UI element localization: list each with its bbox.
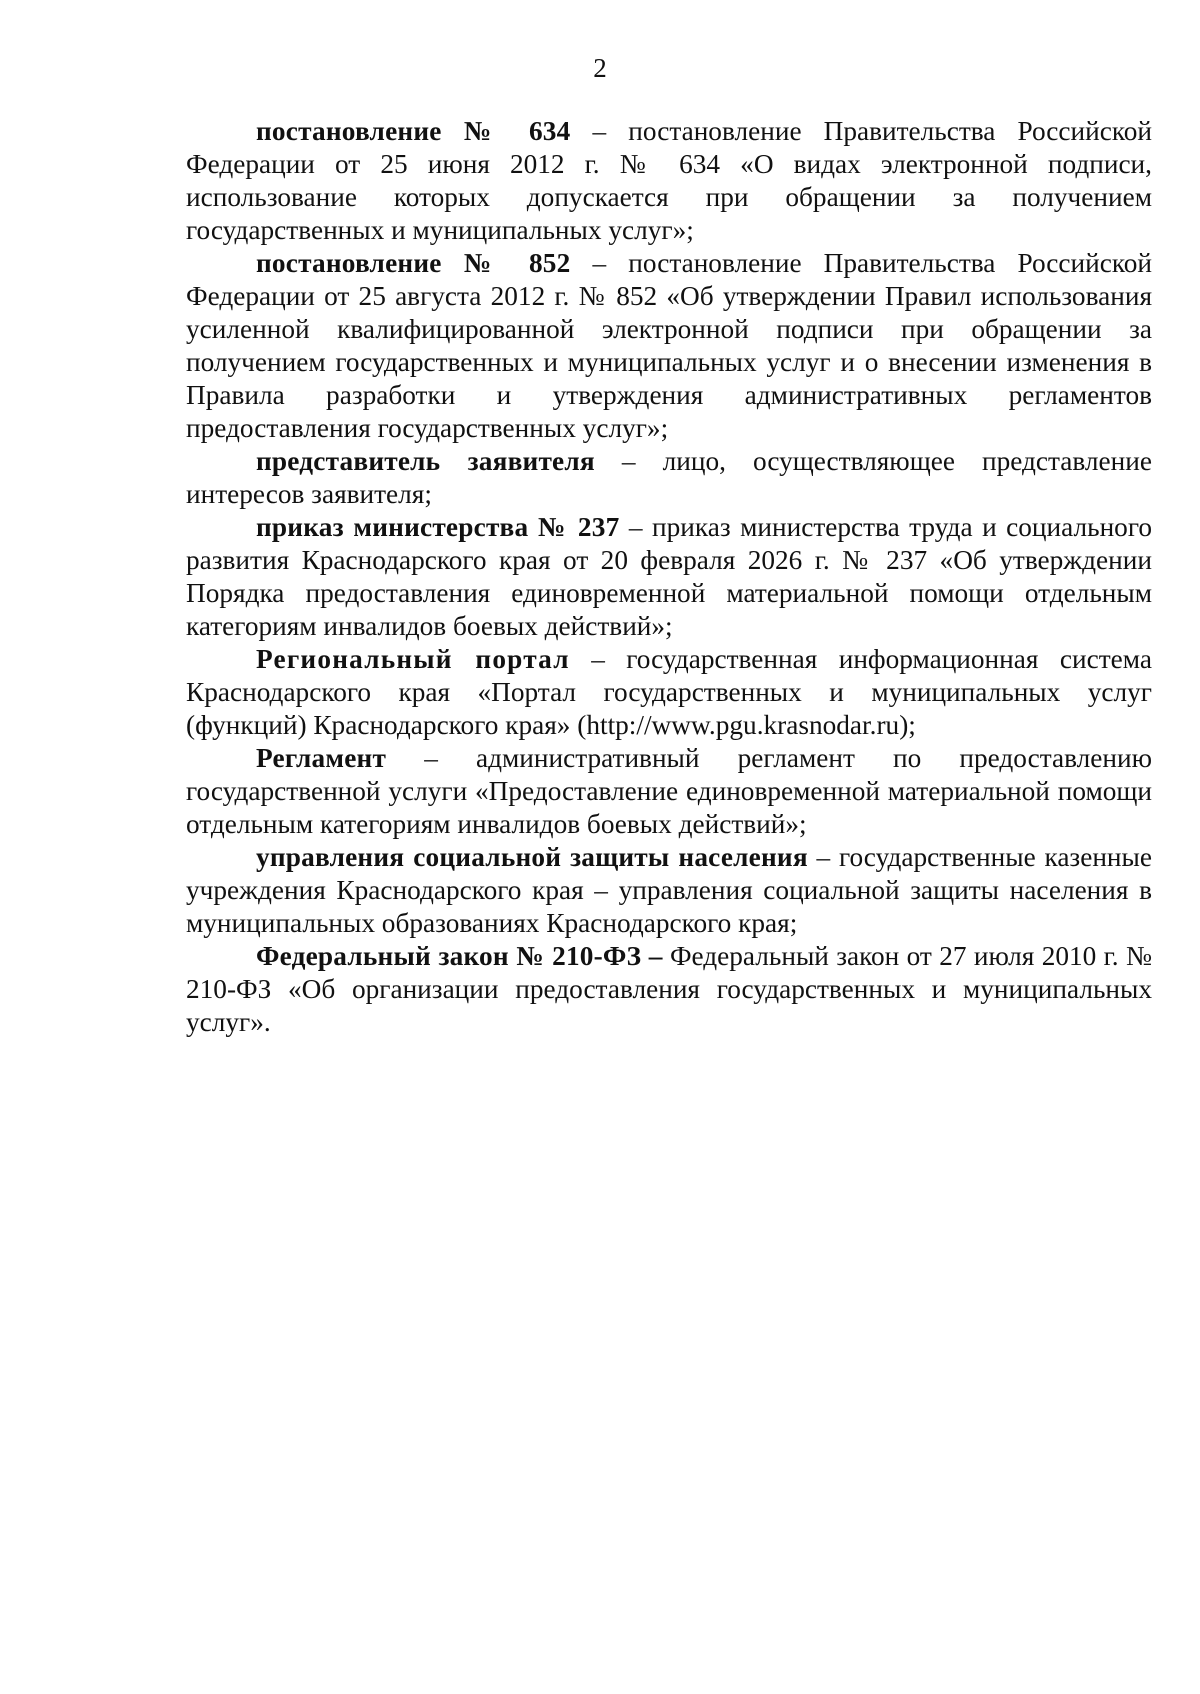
definition-entry-resolution-634 [186,115,1152,247]
definition-entry-social-protection-departments [186,841,1152,940]
definition-text: – постановление Правительства Российской Федерации от 25 июня 2012 г. № 634 «О видах электронной подписи, использование которых допускается при обращении за получением государственных и муниципальных услуг»; [186,116,1152,245]
definition-text: Федеральный закон от 27 июля 2010 г. № 210-ФЗ «Об организации предоставления государственных и муниципальных услуг». [186,941,1152,1037]
definition-term: постановление № 852 [256,248,571,278]
definition-term: постановление № 634 [256,116,571,146]
definition-term: управления социальной защиты населения [256,842,808,872]
definition-text: – государственные казенные учреждения Краснодарского края – управления социальной защиты населения в муниципальных образованиях Краснодарского края; [186,842,1152,938]
definition-entry-ministry-order-237 [186,511,1152,643]
definition-term: Регламент [256,743,387,773]
definition-text: – административный регламент по предоставлению государственной услуги «Предоставление единовременной материальной помощи отдельным категориям инвалидов боевых действий»; [186,743,1152,839]
definitions-list [186,115,1152,1039]
definition-entry-resolution-852 [186,247,1152,445]
page-number: 2 [593,53,607,83]
definition-text: – государственная информационная система Краснодарского края «Портал государственных и муниципальных услуг (функций) Краснодарского края» (http://www.pgu.krasnodar.ru); [186,644,1152,740]
definition-text: – лицо, осуществляющее представление интересов заявителя; [186,446,1152,509]
definition-entry-federal-law-210 [186,940,1152,1039]
definition-term: Федеральный закон № 210-ФЗ – [256,941,663,971]
definition-text: – постановление Правительства Российской Федерации от 25 августа 2012 г. № 852 «Об утверждении Правил использования усиленной квалифицированной электронной подписи при обращении за получением государственных и муниципальных услуг и о внесении изменения в Правила разработки и утверждения административных регламентов предоставления государственных услуг»; [186,248,1152,443]
definition-entry-applicant-representative [186,445,1152,511]
definition-text: – приказ министерства труда и социального развития Краснодарского края от 20 февраля 2026 г. № 237 «Об утверждении Порядка предоставления единовременной материальной помощи отдельным категориям инвалидов боевых действий»; [186,512,1152,641]
definition-term: приказ министерства № 237 [256,512,620,542]
definition-term: представитель заявителя [256,446,595,476]
definition-entry-regulation [186,742,1152,841]
definition-entry-regional-portal [186,643,1152,742]
definition-term: Региональный портал [256,644,570,674]
